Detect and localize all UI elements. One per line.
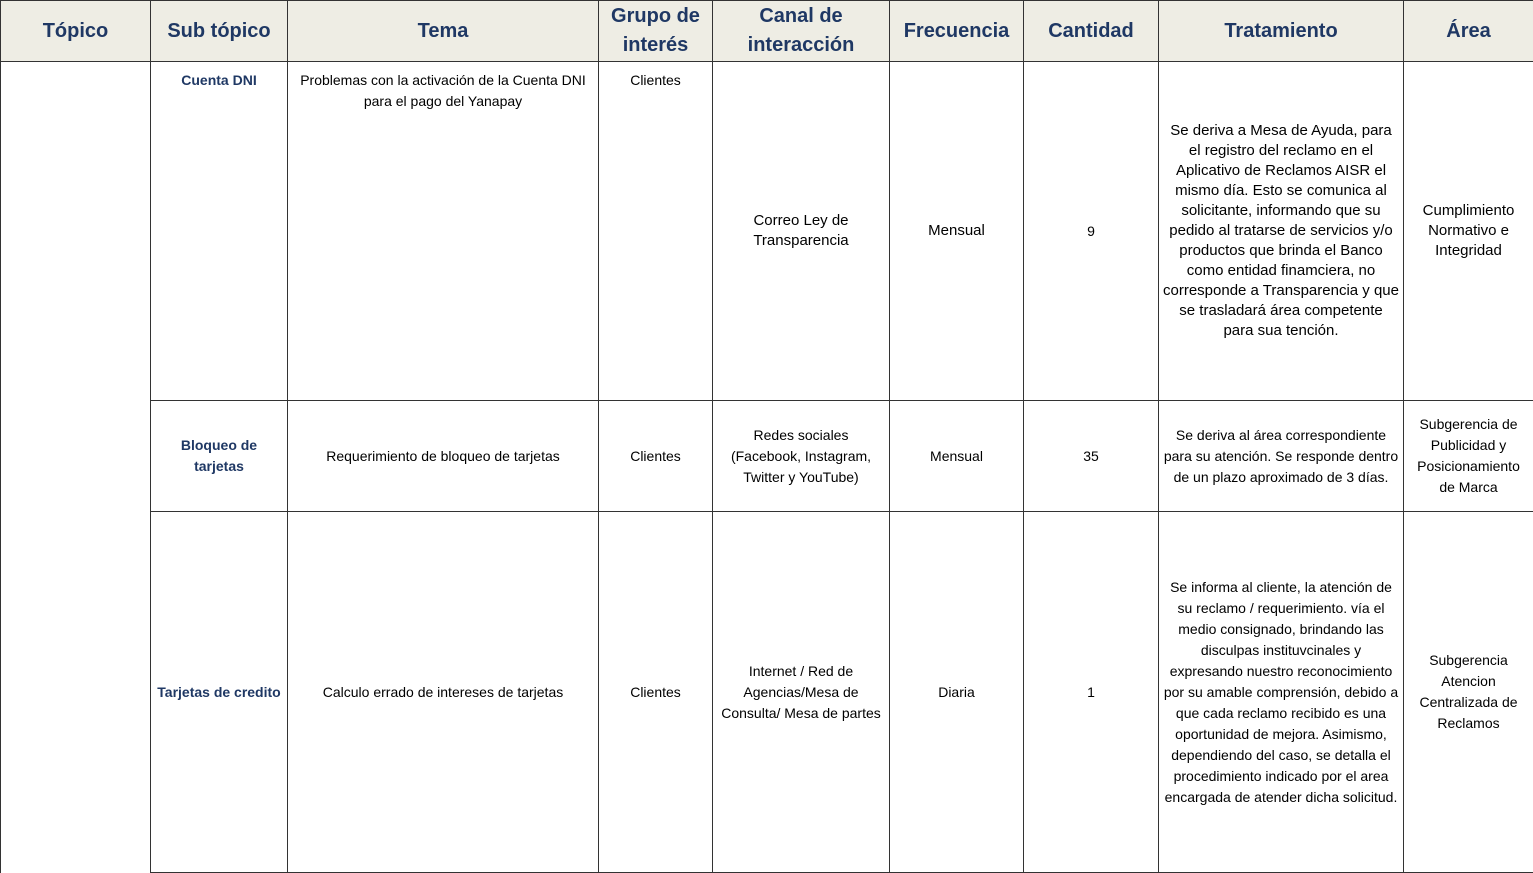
table-row <box>1 401 1533 512</box>
header-tratamiento: Tratamiento <box>1159 1 1404 62</box>
area-cell: Subgerencia Atencion Centralizada de Reclamos <box>1404 512 1533 873</box>
tema-cell: Requerimiento de bloqueo de tarjetas <box>288 401 599 512</box>
header-tema: Tema <box>288 1 599 62</box>
area-cell: Cumplimiento Normativo e Integridad <box>1404 62 1533 401</box>
frecuencia-cell: Mensual <box>890 62 1024 401</box>
header-grupo: Grupo de interés <box>599 1 713 62</box>
tratamiento-cell: Se deriva al área correspondiente para su atención. Se responde dentro de un plazo aproximado de 3 días. <box>1159 401 1404 512</box>
grupo-cell: Clientes <box>599 401 713 512</box>
tratamiento-cell: Se informa al cliente, la atención de su reclamo / requerimiento. vía el medio consignado, brindando las disculpas instituvcinales y expresando nuestro reconocimiento por su amable comprensión, debido a que cada reclamo recibido es una oportunidad de mejora. Asimismo, dependiendo del caso, se detalla el procedimiento indicado por el area encargada de atender dicha solicitud. <box>1159 512 1404 873</box>
tema-cell: Problemas con la activación de la Cuenta DNI para el pago del Yanapay <box>288 62 599 401</box>
canal-cell: Correo Ley de Transparencia <box>713 62 890 401</box>
grupo-cell: Clientes <box>599 62 713 401</box>
canal-cell: Internet / Red de Agencias/Mesa de Consulta/ Mesa de partes <box>713 512 890 873</box>
tratamiento-cell: Se deriva a Mesa de Ayuda, para el registro del reclamo en el Aplicativo de Reclamos AISR el mismo día. Esto se comunica al solicitante, informando que su pedido al tratarse de servicios y/o productos que brinda el Banco como entidad finamciera, no corresponde a Transparencia y que se trasladará área competente para sua tención. <box>1159 62 1404 401</box>
tema-cell: Calculo errado de intereses de tarjetas <box>288 512 599 873</box>
topico-cell <box>1 62 151 873</box>
grupo-cell: Clientes <box>599 512 713 873</box>
sub-topico-cell: Tarjetas de credito <box>151 512 288 873</box>
header-frecuencia: Frecuencia <box>890 1 1024 62</box>
header-cantidad: Cantidad <box>1024 1 1159 62</box>
header-sub-topico: Sub tópico <box>151 1 288 62</box>
table-row <box>1 62 1533 401</box>
table-row <box>1 512 1533 873</box>
sub-topico-cell: Cuenta DNI <box>151 62 288 401</box>
header-row <box>1 1 1533 62</box>
sub-topico-cell: Bloqueo de tarjetas <box>151 401 288 512</box>
cantidad-cell: 9 <box>1024 62 1159 401</box>
header-area: Área <box>1404 1 1533 62</box>
area-cell: Subgerencia de Publicidad y Posicionamiento de Marca <box>1404 401 1533 512</box>
cantidad-cell: 35 <box>1024 401 1159 512</box>
frecuencia-cell: Diaria <box>890 512 1024 873</box>
header-topico: Tópico <box>1 1 151 62</box>
canal-cell: Redes sociales (Facebook, Instagram, Twitter y YouTube) <box>713 401 890 512</box>
frecuencia-cell: Mensual <box>890 401 1024 512</box>
header-canal: Canal de interacción <box>713 1 890 62</box>
cantidad-cell: 1 <box>1024 512 1159 873</box>
